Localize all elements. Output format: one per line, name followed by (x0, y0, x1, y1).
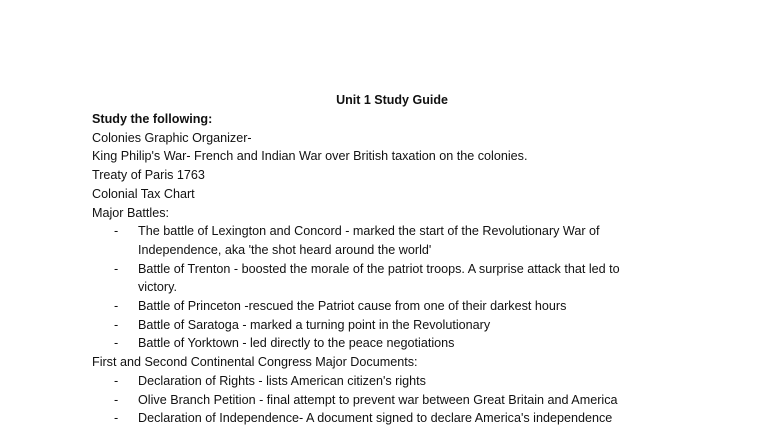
list-item-text: The battle of Lexington and Concord - marked the start of the Revolutionary War of (138, 224, 600, 239)
list-item-olive-branch-petition (92, 391, 692, 410)
list-dash: - (114, 411, 119, 426)
list-item-declaration-of-independence (92, 409, 692, 428)
list-item-battle-yorktown (92, 334, 692, 353)
list-item-text: Battle of Yorktown - led directly to the peace negotiations (138, 336, 455, 351)
study-heading: Study the following: (92, 112, 213, 126)
text-line-colonies: Colonies Graphic Organizer- (92, 130, 252, 145)
text-line-treaty-of-paris: Treaty of Paris 1763 (92, 168, 205, 183)
list-dash: - (114, 224, 119, 239)
text-line-colonial-tax-chart: Colonial Tax Chart (92, 186, 195, 201)
list-item-battle-princeton (92, 297, 692, 316)
list-item-battle-trenton (92, 260, 692, 297)
text-line-king-philips-war: King Philip's War- French and Indian War over British taxation on the colonies. (92, 149, 528, 164)
list-item-text-continued: Independence, aka 'the shot heard around the world' (138, 242, 432, 257)
list-dash: - (114, 299, 119, 314)
list-item-declaration-of-rights (92, 372, 692, 391)
document-title: Unit 1 Study Guide (336, 93, 448, 107)
list-dash: - (114, 261, 119, 276)
list-dash: - (114, 373, 119, 388)
list-item-text: Olive Branch Petition - final attempt to prevent war between Great Britain and America (138, 392, 618, 407)
list-item-text: Declaration of Rights - lists American citizen's rights (138, 373, 426, 388)
list-item-text: Declaration of Independence- A document signed to declare America's independence (138, 411, 613, 426)
list-dash: - (114, 392, 119, 407)
list-dash: - (114, 336, 119, 351)
list-dash: - (114, 317, 119, 332)
battles-list (92, 222, 692, 353)
text-line-congress-heading: First and Second Continental Congress Major Documents: (92, 355, 418, 370)
documents-list (92, 372, 692, 428)
list-item-text-continued: victory. (138, 280, 177, 295)
list-item-battle-saratoga (92, 316, 692, 335)
list-item-text: Battle of Trenton - boosted the morale of the patriot troops. A surprise attack that led to (138, 261, 620, 276)
text-line-major-battles: Major Battles: (92, 205, 169, 220)
list-item-battle-lexington (92, 222, 692, 259)
list-item-text: Battle of Saratoga - marked a turning point in the Revolutionary (138, 317, 491, 332)
document-body (92, 110, 692, 428)
list-item-text: Battle of Princeton -rescued the Patriot cause from one of their darkest hours (138, 299, 567, 314)
